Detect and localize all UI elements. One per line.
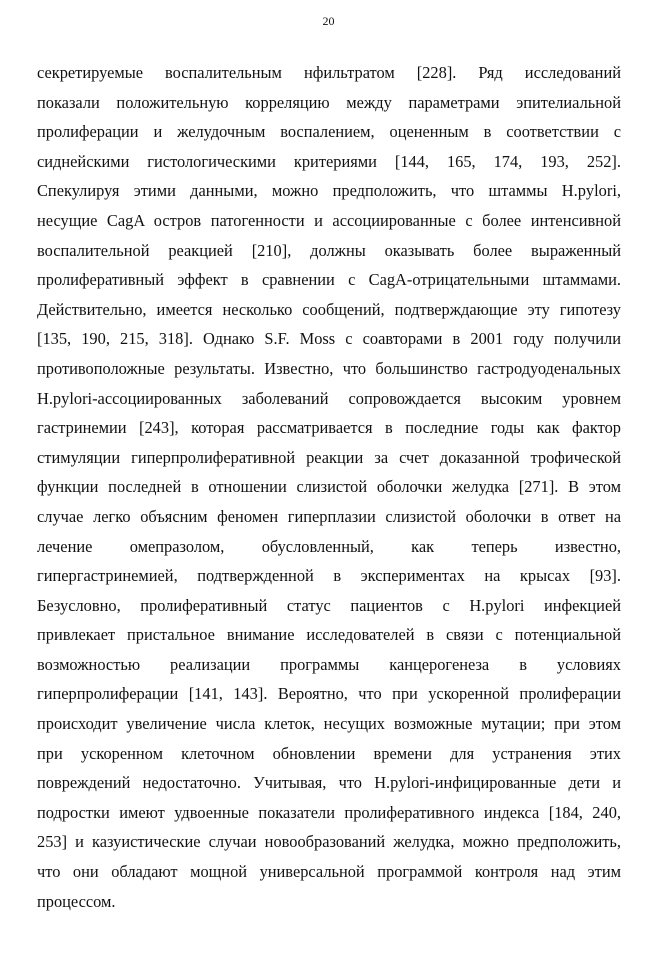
text-line: Спекулируя этими данными, можно предположить, что штаммы H.pylori, [37,181,621,201]
text-line: Действительно, имеется несколько сообщений, подтверждающие эту гипотезу [37,299,621,319]
text-line: привлекает пристальное внимание исследователей в связи с потенциальной [37,625,621,645]
text-line: [135, 190, 215, 318]. Однако S.F. Moss с соавторами в 2001 году получили [37,329,621,349]
text-line: что они обладают мощной универсальной программой контроля над этим [37,862,621,882]
text-line: при ускоренном клеточном обновлении времени для устранения этих [37,743,621,763]
text-line: секретируемые воспалительным нфильтратом [228]. Ряд исследований [37,63,621,82]
text-line: гастринемии [243], которая рассматривается в последние годы как фактор [37,418,621,438]
text-line: сиднейскими гистологическими критериями [144, 165, 174, 193, 252]. [37,151,621,171]
text-line: показали положительную корреляцию между параметрами эпителиальной [37,92,621,112]
text-line: лечение омепразолом, обусловленный, как теперь известно, [37,536,621,556]
text-line: противоположные результаты. Известно, что большинство гастродуоденальных [37,358,621,378]
body-text [37,58,621,916]
text-line: случае легко объясним феномен гиперплазии слизистой оболочки в ответ на [37,506,621,526]
text-line: возможностью реализации программы канцерогенеза в условиях [37,654,621,674]
text-line: несущие CagA остров патогенности и ассоциированные с более интенсивной [37,210,621,230]
text-line: подростки имеют удвоенные показатели пролиферативного индекса [184, 240, [37,802,621,822]
text-line: функции последней в отношении слизистой оболочки желудка [271]. В этом [37,477,621,497]
text-line: H.pylori-ассоциированных заболеваний сопровождается высоким уровнем [37,388,621,408]
text-line: воспалительной реакцией [210], должны оказывать более выраженный [37,240,621,260]
text-line: процессом. [37,891,116,911]
text-line: гипергастринемией, подтвержденной в экспериментах на крысах [93]. [37,566,621,586]
text-line: 253] и казуистические случаи новообразований желудка, можно предположить, [37,832,621,852]
text-line: гиперпролиферации [141, 143]. Вероятно, что при ускоренной пролиферации [37,684,621,704]
page-number: 20 [322,14,335,28]
text-line: пролиферативный эффект в сравнении с CagA-отрицательными штаммами. [37,270,621,290]
text-line: стимуляции гиперпролиферативной реакции за счет доказанной трофической [37,447,621,467]
text-line: Безусловно, пролиферативный статус пациентов с H.pylori инфекцией [37,595,621,615]
text-line: происходит увеличение числа клеток, несущих возможные мутации; при этом [37,714,621,734]
text-line: пролиферации и желудочным воспалением, оцененным в соответствии с [37,122,621,142]
text-line: повреждений недостаточно. Учитывая, что H.pylori-инфицированные дети и [37,773,621,793]
